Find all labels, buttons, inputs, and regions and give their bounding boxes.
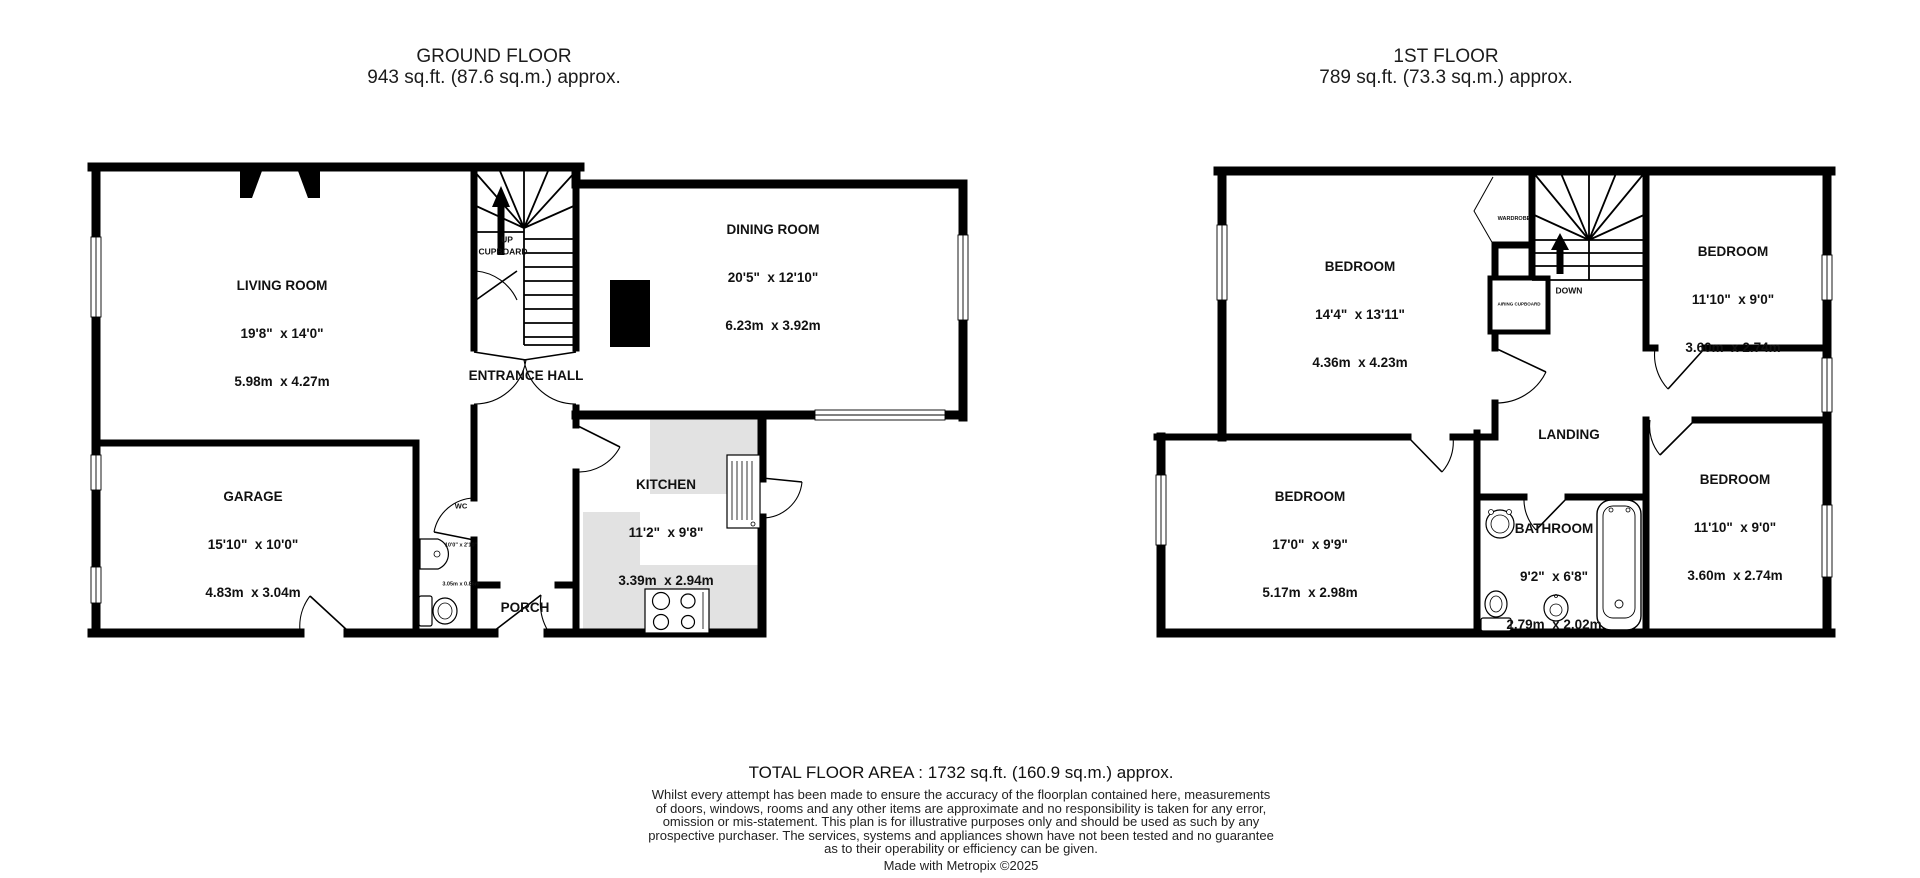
room-size-imperial: 10'0" x 2'10" xyxy=(444,542,478,549)
living-room-label xyxy=(234,246,329,406)
room-size-metric: 3.60m x 2.74m xyxy=(1685,340,1781,355)
room-size-imperial: 11'10" x 9'0" xyxy=(1693,520,1777,535)
room-size-metric: 2.79m x 2.02m xyxy=(1506,617,1602,632)
wc-label xyxy=(442,471,479,604)
room-name: LANDING xyxy=(1538,427,1600,442)
room-name: DINING ROOM xyxy=(726,222,820,237)
entrance-hall-label xyxy=(469,336,584,400)
room-size-imperial: 17'0" x 9'9" xyxy=(1272,537,1348,552)
room-size-metric: 4.83m x 3.04m xyxy=(205,585,301,600)
ground-floor-area: 943 sq.ft. (87.6 sq.m.) approx. xyxy=(367,67,621,88)
wardrobe-bifold-door xyxy=(1474,177,1493,244)
wardrobe-label: WARDROBE xyxy=(1497,216,1531,222)
room-name: ENTRANCE HALL xyxy=(468,368,584,383)
bedroom-top-right-label xyxy=(1685,212,1780,372)
room-size-metric: 4.36m x 4.23m xyxy=(1312,355,1408,370)
disclaimer-line: prospective purchaser. The services, systems and appliances shown have not been tested and no guarantee xyxy=(648,827,1274,843)
disclaimer-line: Whilst every attempt has been made to ensure the accuracy of the floorplan contained here, measurements xyxy=(651,787,1271,802)
disclaimer-line: of doors, windows, rooms and any other items are approximate and no responsibility is taken for any error, xyxy=(655,800,1267,816)
metropix-credit: Made with Metropix ©2025 xyxy=(883,857,1039,873)
room-name: BEDROOM xyxy=(1697,244,1769,259)
ff-bath-icon xyxy=(1597,500,1641,630)
bathroom-label xyxy=(1506,489,1601,649)
room-size-imperial: 9'2" x 6'8" xyxy=(1519,569,1589,584)
room-size-imperial: 19'8" x 14'0" xyxy=(240,326,324,341)
stairs-down-label: DOWN xyxy=(1555,285,1583,296)
room-name: BATHROOM xyxy=(1514,521,1594,536)
room-name: BEDROOM xyxy=(1324,259,1396,274)
stairs-cupboard-label: CUPBOARD xyxy=(478,246,528,257)
room-name: PORCH xyxy=(500,600,550,615)
first-floor-title: 1ST FLOOR xyxy=(1393,46,1499,67)
kitchen-label xyxy=(618,445,713,605)
gf-dining-chimney xyxy=(610,280,650,347)
ground-floor-title: GROUND FLOOR xyxy=(416,46,572,67)
room-size-metric: 3.05m x 0.86m xyxy=(442,581,480,587)
landing-label xyxy=(1538,395,1600,459)
room-name: GARAGE xyxy=(223,489,283,504)
room-size-imperial: 14'4" x 13'11" xyxy=(1315,307,1405,322)
first-floor-area: 789 sq.ft. (73.3 sq.m.) approx. xyxy=(1319,67,1573,88)
gf-staircase xyxy=(474,171,576,345)
ff-staircase xyxy=(1532,171,1646,280)
gf-kitchen-sink-icon xyxy=(727,455,760,528)
gf-chimney-breast xyxy=(240,171,320,198)
bedroom-front-label xyxy=(1312,227,1407,387)
disclaimer-line: omission or mis-statement. This plan is for illustrative purposes only and should be used as such by any xyxy=(662,814,1260,829)
room-name: KITCHEN xyxy=(635,477,696,492)
room-size-imperial: 20'5" x 12'10" xyxy=(727,270,819,285)
room-size-metric: 6.23m x 3.92m xyxy=(725,318,821,333)
total-floor-area: TOTAL FLOOR AREA : 1732 sq.ft. (160.9 sq.m.) approx. xyxy=(748,763,1174,782)
room-name: LIVING ROOM xyxy=(236,278,328,293)
bedroom-rear-label xyxy=(1262,457,1357,617)
room-size-metric: 3.60m x 2.74m xyxy=(1687,568,1783,583)
room-size-metric: 5.98m x 4.27m xyxy=(234,374,330,389)
disclaimer xyxy=(381,788,1541,872)
porch-label xyxy=(501,568,550,632)
dining-room-label xyxy=(725,190,820,350)
room-size-imperial: 11'2" x 9'8" xyxy=(628,525,704,540)
airing-cupboard-label: AIRING CUPBOARD xyxy=(1497,301,1541,307)
room-size-imperial: 15'10" x 10'0" xyxy=(207,537,299,552)
stairs-up-label: UP xyxy=(501,234,513,245)
room-name: BEDROOM xyxy=(1274,489,1346,504)
room-name: BEDROOM xyxy=(1699,472,1771,487)
room-name: WC xyxy=(454,501,468,511)
room-size-metric: 3.39m x 2.94m xyxy=(618,573,714,588)
disclaimer-line: as to their operability or efficiency can be given. xyxy=(824,841,1098,856)
room-size-metric: 5.17m x 2.98m xyxy=(1262,585,1358,600)
bedroom-bottom-right-label xyxy=(1687,440,1782,600)
room-size-imperial: 11'10" x 9'0" xyxy=(1691,292,1775,307)
garage-label xyxy=(205,457,300,617)
